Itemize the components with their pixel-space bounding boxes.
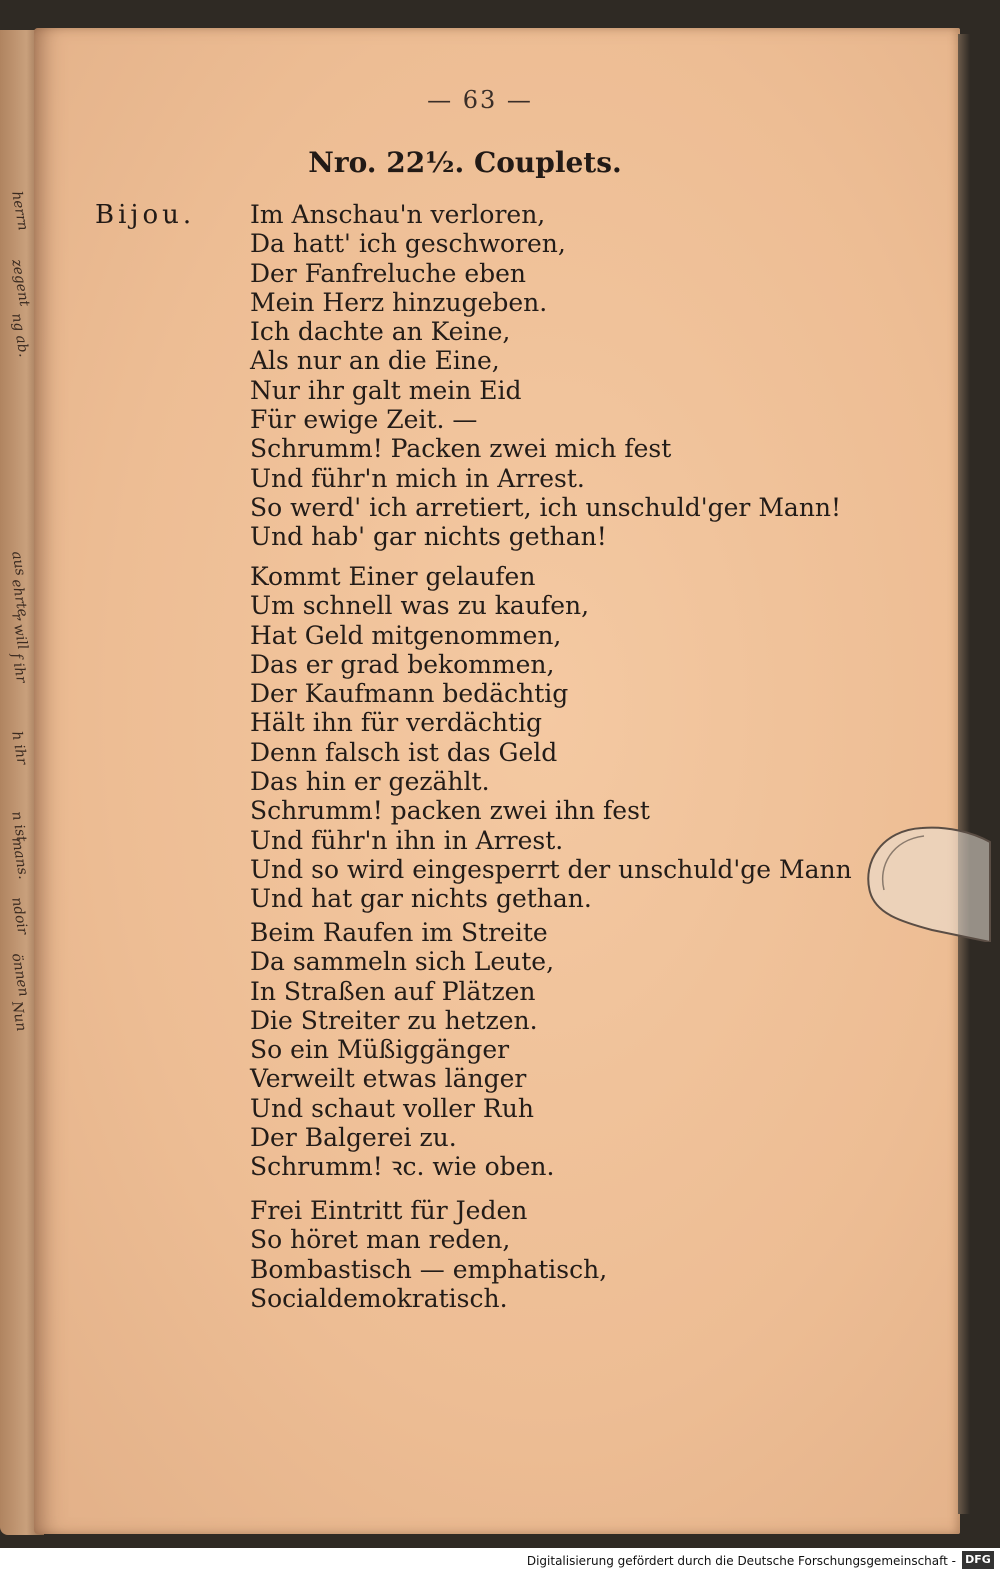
verse-line: Mein Herz hinzugeben. [250, 287, 548, 317]
footer-credit: Digitalisierung gefördert durch die Deutsche Forschungsgemeinschaft - [526, 1554, 956, 1568]
verse-line: Bombastisch — emphatisch, [250, 1254, 608, 1284]
verse-line: Als nur an die Eine, [250, 346, 500, 376]
verse-line: Und so wird eingesperrt der unschuld'ge Mann [250, 854, 852, 884]
prev-fragment: ehrte, [8, 578, 32, 623]
prev-fragment: zegent [8, 258, 33, 308]
verse-line: Frei Eintritt für Jeden [250, 1196, 528, 1225]
verse-line: Schrumm! packen zwei ihn fest [250, 796, 650, 826]
page-edge-shadow [958, 34, 970, 1514]
prev-fragment: ndoir [8, 896, 31, 936]
verse-line: Socialdemokratisch. [250, 1283, 508, 1313]
verse-line: Der Balgerei zu. [250, 1123, 457, 1153]
scanner-clip [862, 822, 992, 942]
page-number: — 63 — [427, 86, 533, 114]
verse-line: Für ewige Zeit. — [250, 405, 478, 435]
verse-line: Da hatt' ich geschworen, [250, 229, 566, 259]
verse-line: Und hab' gar nichts gethan! [250, 522, 607, 552]
prev-fragment: aus [8, 550, 29, 577]
verse-line: Und führ'n ihn in Arrest. [250, 825, 564, 855]
stanza-2 [250, 562, 852, 914]
stanza-3 [250, 918, 554, 1182]
verse-line: So werd' ich arretiert, ich unschuld'ger Mann! [250, 492, 842, 522]
dfg-logo: DFG [962, 1551, 994, 1569]
verse-line: Und schaut voller Ruh [250, 1093, 534, 1123]
verse-line: Das er grad bekommen, [250, 649, 555, 679]
verse-line: Denn falsch ist das Geld [250, 737, 558, 767]
verse-line: Schrumm! ꝛc. wie oben. [250, 1152, 555, 1182]
verse-line: Und führ'n mich in Arrest. [250, 463, 585, 493]
verse-line: Schrumm! Packen zwei mich fest [250, 434, 672, 464]
verse-line: Im Anschau'n verloren, [250, 200, 546, 229]
speaker-name: Bijou. [95, 200, 196, 230]
verse-line: Ich dachte an Keine, [250, 317, 511, 347]
prev-fragment: mans. [8, 836, 32, 881]
verse-line: Und hat gar nichts gethan. [250, 884, 592, 914]
prev-fragment: f ihr [8, 652, 30, 685]
verse-line: Kommt Einer gelaufen [250, 562, 536, 591]
stanza-4 [250, 1196, 607, 1313]
prev-fragment: önnen [8, 952, 32, 998]
verse-line: So ein Müßiggänger [250, 1035, 510, 1065]
verse-line: Hält ihn für verdächtig [250, 708, 543, 738]
verse-line: Um schnell was zu kaufen, [250, 591, 590, 621]
stanza-1 [250, 200, 841, 552]
verse-line: Nur ihr galt mein Eid [250, 375, 522, 405]
prev-fragment: ng ab. [8, 312, 32, 359]
prev-fragment: n ist [8, 810, 30, 844]
verse-line: Das hin er gezählt. [250, 767, 490, 797]
verse-line: Die Streiter zu hetzen. [250, 1005, 538, 1035]
verse-line: Verweilt etwas länger [250, 1064, 527, 1094]
verse-line: Da sammeln sich Leute, [250, 947, 555, 977]
verse-line: Hat Geld mitgenommen, [250, 620, 562, 650]
section-heading: Nro. 22½. Couplets. [308, 146, 622, 179]
verse-line: In Straßen auf Plätzen [250, 976, 536, 1006]
prev-fragment: r will [8, 612, 31, 651]
prev-fragment: herrn [8, 190, 31, 232]
verse-line: Der Kaufmann bedächtig [250, 679, 569, 709]
verse-line: Der Fanfreluche eben [250, 258, 527, 288]
prev-fragment: h ihr [8, 730, 30, 766]
verse-line: Beim Raufen im Streite [250, 918, 548, 947]
verse-line: So höret man reden, [250, 1225, 511, 1255]
prev-fragment: Nun [8, 1000, 30, 1033]
